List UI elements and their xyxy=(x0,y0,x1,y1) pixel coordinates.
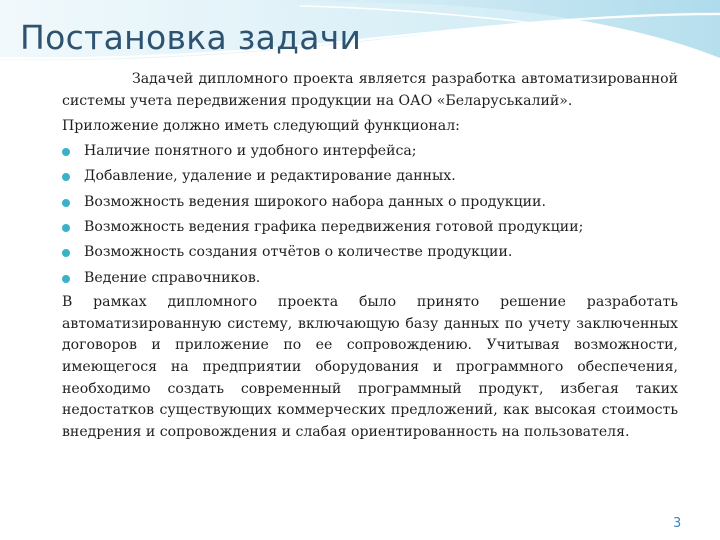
list-item xyxy=(62,139,678,164)
paragraph-decision: В рамках дипломного проекта было принято решение разработать автоматизированную систему, включающую базу данных по учету заключенных договоров и приложение по ее сопровождению. Учитывая возможности, имеющегося на предприятии оборудования и программного обеспечения, необходимо создать современный программный продукт, избегая таких недостатков существующих коммерческих предложений, как высокая стоимость внедрения и сопровождения и слабая ориентированность на пользователя. xyxy=(62,294,678,440)
page-number: 3 xyxy=(673,516,682,531)
list-item xyxy=(62,215,678,240)
list-item-text: Добавление, удаление и редактирование данных. xyxy=(84,168,456,185)
bullet-icon xyxy=(62,275,70,283)
features-intro: Приложение должно иметь следующий функционал: xyxy=(62,118,460,135)
list-item-text: Ведение справочников. xyxy=(84,269,261,286)
features-list xyxy=(62,139,678,291)
list-item-text: Возможность ведения графика передвижения готовой продукции; xyxy=(84,219,584,235)
list-item xyxy=(62,190,678,215)
list-item xyxy=(62,266,678,291)
bullet-icon xyxy=(62,148,70,156)
list-item xyxy=(62,164,678,189)
slide-body xyxy=(62,69,678,443)
list-item-text: Возможность ведения широкого набора данных о продукции. xyxy=(84,193,546,210)
bullet-icon xyxy=(62,199,70,207)
list-item xyxy=(62,240,678,265)
bullet-icon xyxy=(62,249,70,257)
list-item-text: Наличие понятного и удобного интерфейса; xyxy=(84,142,417,159)
slide-title: Постановка задачи xyxy=(20,18,362,57)
bullet-icon xyxy=(62,224,70,232)
paragraph-goal: Задачей дипломного проекта является разработка автоматизированной системы учета передвижения продукции на ОАО «Беларуськалий». xyxy=(62,71,678,109)
bullet-icon xyxy=(62,173,70,181)
list-item-text: Возможность создания отчётов о количестве продукции. xyxy=(84,244,513,261)
